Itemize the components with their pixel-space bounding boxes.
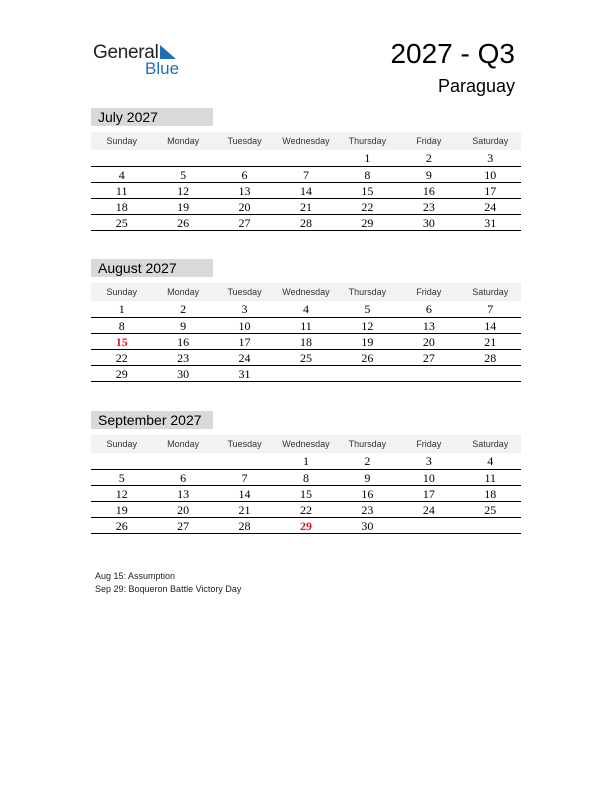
day-cell: 13 — [238, 184, 251, 198]
empty-day-cell — [460, 366, 521, 381]
day-cell: 8 — [364, 168, 371, 182]
day-cell: 17 — [238, 335, 251, 349]
day-cell: 19 — [177, 200, 190, 214]
day-cell: 27 — [238, 216, 251, 230]
weekday-label: Wednesday — [282, 287, 330, 297]
day-cell: 23 — [177, 351, 190, 365]
day-cell: 31 — [484, 216, 497, 230]
day-cell: 16 — [361, 487, 374, 501]
day-cell: 12 — [115, 487, 128, 501]
logo-triangle-icon — [160, 45, 176, 59]
day-cell: 20 — [422, 335, 435, 349]
day-cell: 16 — [422, 184, 435, 198]
day-cell: 6 — [180, 471, 187, 485]
day-cell: 11 — [115, 184, 128, 198]
day-cell: 27 — [177, 519, 190, 533]
note-item: Sep 29: Boqueron Battle Victory Day — [95, 584, 242, 594]
day-cell: 31 — [238, 367, 251, 381]
day-cell: 28 — [238, 519, 251, 533]
empty-day-cell — [214, 453, 275, 469]
day-cell: 8 — [118, 319, 125, 333]
day-cell: 2 — [425, 151, 432, 165]
week-row — [91, 366, 521, 382]
day-cell: 22 — [115, 351, 128, 365]
day-cell: 11 — [300, 319, 312, 333]
day-cell: 3 — [487, 151, 494, 165]
day-cell: 16 — [177, 335, 190, 349]
day-cell: 22 — [299, 503, 312, 517]
weekday-label: Sunday — [106, 287, 137, 297]
week-row — [91, 350, 521, 366]
week-row — [91, 502, 521, 518]
day-cell: 21 — [484, 335, 497, 349]
day-cell: 29 — [115, 367, 128, 381]
day-cell: 27 — [422, 351, 435, 365]
holiday-day-cell: 29 — [299, 519, 312, 533]
country-name: Paraguay — [437, 76, 515, 96]
holiday-day-cell: 15 — [115, 335, 128, 349]
day-cell: 26 — [115, 519, 128, 533]
week-row — [91, 301, 521, 318]
day-cell: 18 — [484, 487, 497, 501]
day-cell: 28 — [299, 216, 312, 230]
empty-day-cell — [275, 150, 336, 166]
week-row — [91, 215, 521, 231]
empty-day-cell — [337, 366, 398, 381]
day-cell: 25 — [115, 216, 128, 230]
day-cell: 2 — [180, 302, 187, 316]
weekday-label: Saturday — [472, 439, 509, 449]
day-cell: 30 — [177, 367, 190, 381]
weekday-label: Monday — [167, 439, 200, 449]
day-cell: 12 — [177, 184, 190, 198]
day-cell: 18 — [115, 200, 128, 214]
day-cell: 5 — [180, 168, 187, 182]
weekday-header-row — [91, 283, 521, 301]
weekday-label: Tuesday — [227, 287, 262, 297]
month-title: July 2027 — [91, 108, 213, 126]
day-cell: 21 — [299, 200, 312, 214]
weekday-label: Thursday — [348, 439, 387, 449]
day-cell: 10 — [238, 319, 251, 333]
weekday-label: Wednesday — [282, 136, 330, 146]
day-cell: 14 — [484, 319, 497, 333]
day-cell: 1 — [364, 151, 371, 165]
weekday-label: Saturday — [472, 287, 509, 297]
day-cell: 22 — [361, 200, 374, 214]
day-cell: 24 — [422, 503, 435, 517]
month-september — [91, 411, 521, 534]
day-cell: 20 — [238, 200, 251, 214]
day-cell: 18 — [299, 335, 312, 349]
weekday-label: Wednesday — [282, 439, 330, 449]
day-cell: 7 — [487, 302, 494, 316]
empty-day-cell — [152, 453, 213, 469]
day-cell: 15 — [299, 487, 312, 501]
weekday-label: Tuesday — [227, 136, 262, 146]
week-row — [91, 334, 521, 350]
note-item: Aug 15: Assumption — [95, 571, 176, 581]
day-cell: 1 — [302, 454, 309, 468]
week-row — [91, 150, 521, 167]
weekday-header-row — [91, 435, 521, 453]
month-title: August 2027 — [91, 259, 213, 277]
weekday-label: Sunday — [106, 439, 137, 449]
empty-day-cell — [91, 453, 152, 469]
day-cell: 5 — [364, 302, 371, 316]
month-august — [91, 259, 521, 382]
weekday-label: Friday — [416, 439, 442, 449]
weekday-header-row — [91, 132, 521, 150]
week-row — [91, 518, 521, 534]
weekday-label: Thursday — [348, 136, 387, 146]
week-row — [91, 167, 521, 183]
day-cell: 4 — [487, 454, 494, 468]
day-cell: 4 — [302, 302, 309, 316]
day-cell: 6 — [241, 168, 248, 182]
week-row — [91, 183, 521, 199]
day-cell: 29 — [361, 216, 374, 230]
week-row — [91, 470, 521, 486]
day-cell: 20 — [177, 503, 190, 517]
weekday-label: Friday — [416, 136, 442, 146]
generalblue-logo — [93, 42, 193, 78]
day-cell: 3 — [425, 454, 432, 468]
month-title: September 2027 — [91, 411, 213, 429]
day-cell: 7 — [302, 168, 309, 182]
day-cell: 12 — [361, 319, 374, 333]
empty-day-cell — [398, 518, 459, 533]
day-cell: 23 — [361, 503, 374, 517]
day-cell: 13 — [177, 487, 190, 501]
week-row — [91, 453, 521, 470]
day-cell: 25 — [484, 503, 497, 517]
empty-day-cell — [398, 366, 459, 381]
weekday-label: Tuesday — [227, 439, 262, 449]
day-cell: 30 — [361, 519, 374, 533]
day-cell: 24 — [484, 200, 497, 214]
week-row — [91, 486, 521, 502]
logo-general-text: General — [93, 42, 159, 63]
day-cell: 1 — [118, 302, 125, 316]
day-cell: 8 — [302, 471, 309, 485]
day-cell: 21 — [238, 503, 251, 517]
day-cell: 9 — [364, 471, 371, 485]
day-cell: 9 — [425, 168, 432, 182]
day-cell: 30 — [422, 216, 435, 230]
weekday-label: Monday — [167, 287, 200, 297]
day-cell: 6 — [425, 302, 432, 316]
day-cell: 5 — [118, 471, 125, 485]
weekday-label: Thursday — [348, 287, 387, 297]
empty-day-cell — [91, 150, 152, 166]
day-cell: 23 — [422, 200, 435, 214]
day-cell: 17 — [422, 487, 435, 501]
day-cell: 17 — [484, 184, 497, 198]
day-cell: 13 — [422, 319, 435, 333]
day-cell: 10 — [484, 168, 497, 182]
week-row — [91, 199, 521, 215]
day-cell: 15 — [361, 184, 374, 198]
day-cell: 26 — [361, 351, 374, 365]
empty-day-cell — [214, 150, 275, 166]
weekday-label: Sunday — [106, 136, 137, 146]
page-title: 2027 - Q3 — [390, 38, 515, 69]
day-cell: 4 — [118, 168, 125, 182]
day-cell: 19 — [361, 335, 374, 349]
day-cell: 7 — [241, 471, 248, 485]
day-cell: 19 — [115, 503, 128, 517]
empty-day-cell — [275, 366, 336, 381]
logo-blue-text: Blue — [145, 59, 180, 78]
day-cell: 28 — [484, 351, 497, 365]
day-cell: 3 — [241, 302, 248, 316]
day-cell: 26 — [177, 216, 190, 230]
weekday-label: Saturday — [472, 136, 509, 146]
day-cell: 11 — [484, 471, 497, 485]
holiday-notes — [95, 570, 241, 596]
day-cell: 24 — [238, 351, 251, 365]
empty-day-cell — [152, 150, 213, 166]
day-cell: 14 — [299, 184, 312, 198]
day-cell: 9 — [180, 319, 187, 333]
weekday-label: Friday — [416, 287, 442, 297]
day-cell: 14 — [238, 487, 251, 501]
empty-day-cell — [460, 518, 521, 533]
month-july — [91, 108, 521, 231]
day-cell: 2 — [364, 454, 371, 468]
day-cell: 10 — [422, 471, 435, 485]
weekday-label: Monday — [167, 136, 200, 146]
day-cell: 25 — [299, 351, 312, 365]
week-row — [91, 318, 521, 334]
